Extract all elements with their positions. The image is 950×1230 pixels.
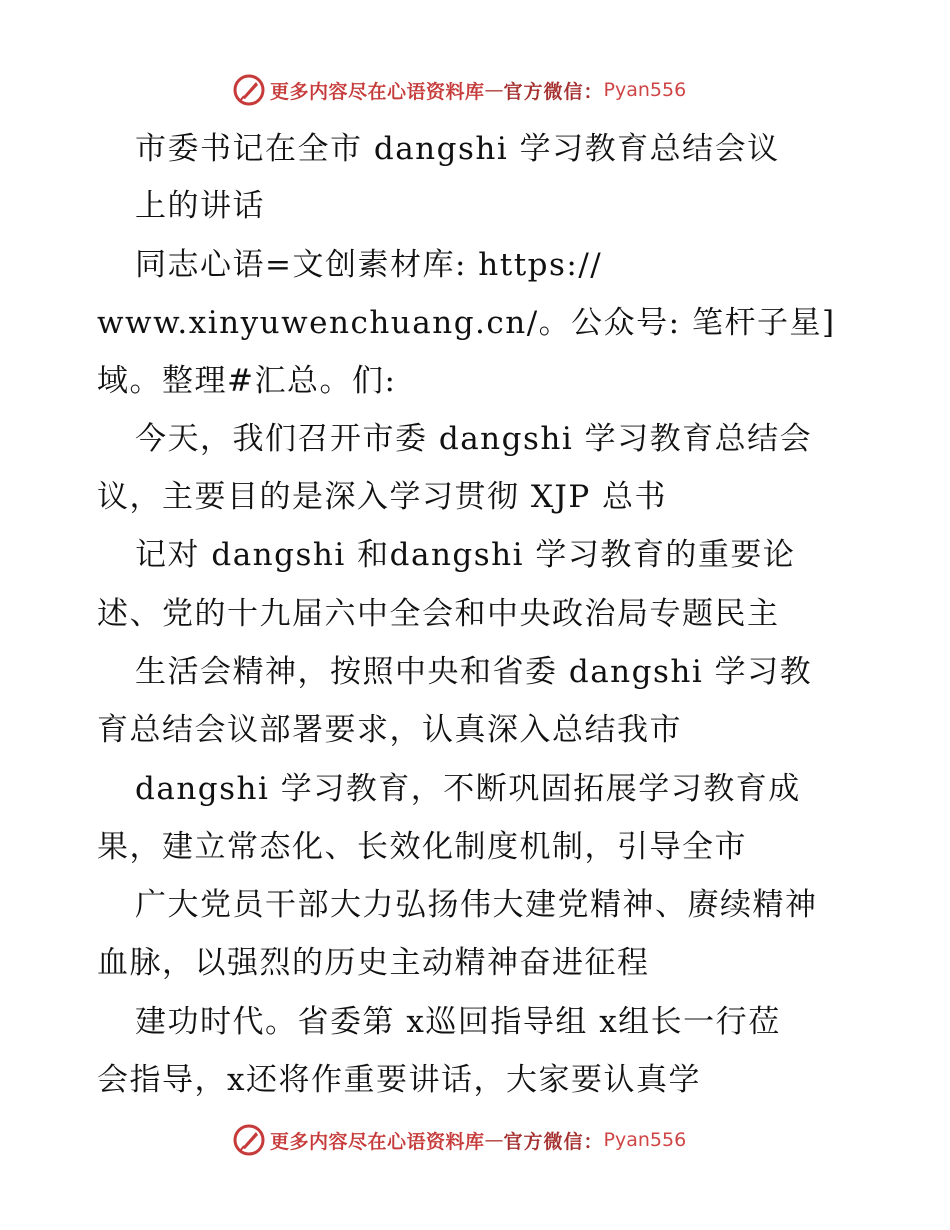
doc-title-line-2: 上的讲话 bbox=[135, 188, 265, 224]
header-banner bbox=[232, 72, 686, 108]
banner-separator: — bbox=[484, 1129, 504, 1151]
doc-text-line: 生活会精神，按照中央和省委 dangshi 学习教 bbox=[135, 654, 813, 690]
quill-pen-circle-icon bbox=[232, 1123, 266, 1157]
banner-official-label: 官方微信： bbox=[503, 1130, 604, 1153]
banner-official-label: 官方微信： bbox=[503, 80, 604, 103]
doc-text-line: 建功时代。省委第 x巡回指导组 x组长一行莅 bbox=[135, 1004, 781, 1040]
footer-banner bbox=[232, 1122, 686, 1158]
doc-text-line: 述、党的十九届六中全会和中央政治局专题民主 bbox=[97, 596, 780, 632]
doc-text-line: 血脉，以强烈的历史主动精神奋进征程 bbox=[97, 945, 650, 981]
doc-text-line: 记对 dangshi 和dangshi 学习教育的重要论 bbox=[135, 537, 796, 573]
banner-account: Pyan556 bbox=[603, 1129, 687, 1151]
banner-separator: — bbox=[484, 79, 504, 101]
doc-text-line: dangshi 学习教育，不断巩固拓展学习教育成 bbox=[135, 771, 801, 807]
banner-site-text: 更多内容尽在心语资料库 bbox=[270, 1130, 485, 1153]
doc-text-line: 今天，我们召开市委 dangshi 学习教育总结会 bbox=[135, 421, 813, 457]
doc-text-line: 会指导，x还将作重要讲话，大家要认真学 bbox=[97, 1062, 701, 1098]
doc-text-line: 议，主要目的是深入学习贯彻 XJP 总书 bbox=[97, 479, 668, 515]
banner-account: Pyan556 bbox=[603, 79, 687, 101]
doc-text-line: www.xinyuwenchuang.cn/。公众号: 笔杆子星] bbox=[97, 305, 836, 341]
doc-text-line: 同志心语=文创素材库: https:// bbox=[135, 247, 603, 283]
doc-text-line: 果，建立常态化、长效化制度机制，引导全市 bbox=[97, 829, 747, 865]
doc-text-line: 育总结会议部署要求，认真深入总结我市 bbox=[97, 712, 682, 748]
quill-pen-circle-icon bbox=[232, 73, 266, 107]
banner-site-text: 更多内容尽在心语资料库 bbox=[270, 80, 485, 103]
doc-title-line-1: 市委书记在全市 dangshi 学习教育总结会议 bbox=[135, 131, 780, 167]
doc-text-line: 广大党员干部大力弘扬伟大建党精神、赓续精神 bbox=[135, 887, 818, 923]
doc-text-line: 域。整理#汇总。们: bbox=[97, 363, 397, 399]
